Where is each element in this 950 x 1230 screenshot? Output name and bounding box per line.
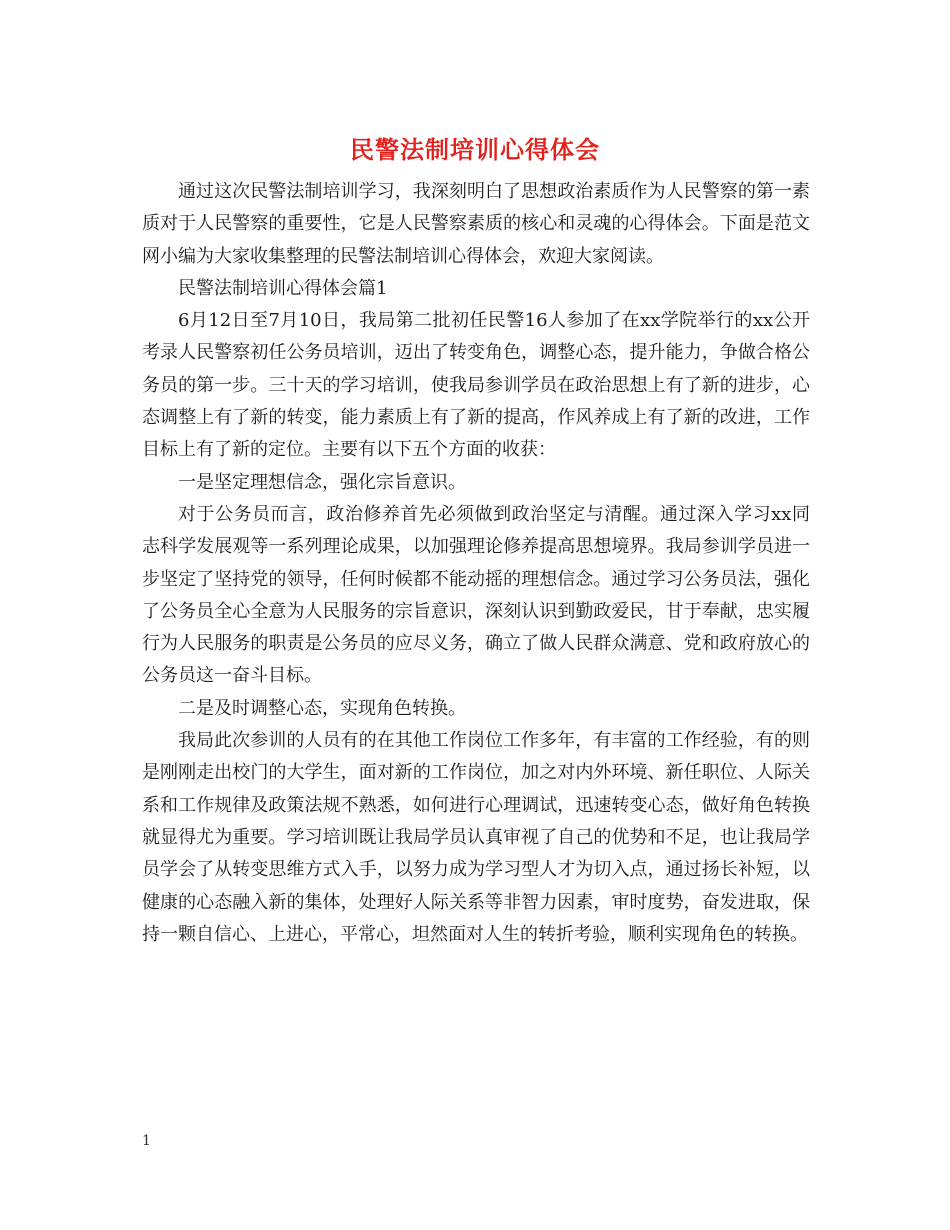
paragraph-point-two-body: 我局此次参训的人员有的在其他工作岗位工作多年，有丰富的工作经验，有的则是刚刚走出校门的大学生，面对新的工作岗位，加之对内外环境、新任职位、人际关系和工作规律及政策法规不熟悉，如何进行心理调试，迅速转变心态，做好角色转换就显得尤为重要。学习培训既让我局学员认真审视了自己的优势和不足，也让我局学员学会了从转变思维方式入手，以努力成为学习型人才为切入点，通过扬长补短，以健康的心态融入新的集体，处理好人际关系等非智力因素，审时度势，奋发进取，保持一颗自信心、上进心，平常心，坦然面对人生的转折考验，顺利实现角色的转换。 xyxy=(142,730,810,945)
paragraph-intro: 通过这次民警法制培训学习，我深刻明白了思想政治素质作为人民警察的第一素质对于人民警察的重要性，它是人民警察素质的核心和灵魂的心得体会。下面是范文网小编为大家收集整理的民警法制培训心得体会，欢迎大家阅读。 xyxy=(142,181,810,267)
paragraph-point-one-heading: 一是坚定理想信念，强化宗旨意识。 xyxy=(178,471,466,493)
document-title: 民警法制培训心得体会 xyxy=(350,136,600,164)
paragraph-training-overview: 6月12日至7月10日，我局第二批初任民警16人参加了在xx学院举行的xx公开考录人民警察初任公务员培训，迈出了转变角色，调整心态，提升能力，争做合格公务员的第一步。三十天的学习培训，使我局参训学员在政治思想上有了新的进步，心态调整上有了新的转变，能力素质上有了新的提高，作风养成上有了新的改进，工作目标上有了新的定位。主要有以下五个方面的收获： xyxy=(142,310,810,461)
paragraph-section-heading: 民警法制培训心得体会篇1 xyxy=(178,277,388,299)
paragraph-point-one-body: 对于公务员而言，政治修养首先必须做到政治坚定与清醒。通过深入学习xx同志科学发展观等一系列理论成果，以加强理论修养提高思想境界。我局参训学员进一步坚定了坚持党的领导，任何时候都不能动摇的理想信念。通过学习公务员法，强化了公务员全心全意为人民服务的宗旨意识，深刻认识到勤政爱民，甘于奉献，忠实履行为人民服务的职责是公务员的应尽义务，确立了做人民群众满意、党和政府放心的公务员这一奋斗目标。 xyxy=(142,503,810,687)
paragraph-point-two-heading: 二是及时调整心态，实现角色转换。 xyxy=(178,697,466,719)
document-body xyxy=(142,176,810,951)
page-number: 1 xyxy=(142,1133,151,1149)
